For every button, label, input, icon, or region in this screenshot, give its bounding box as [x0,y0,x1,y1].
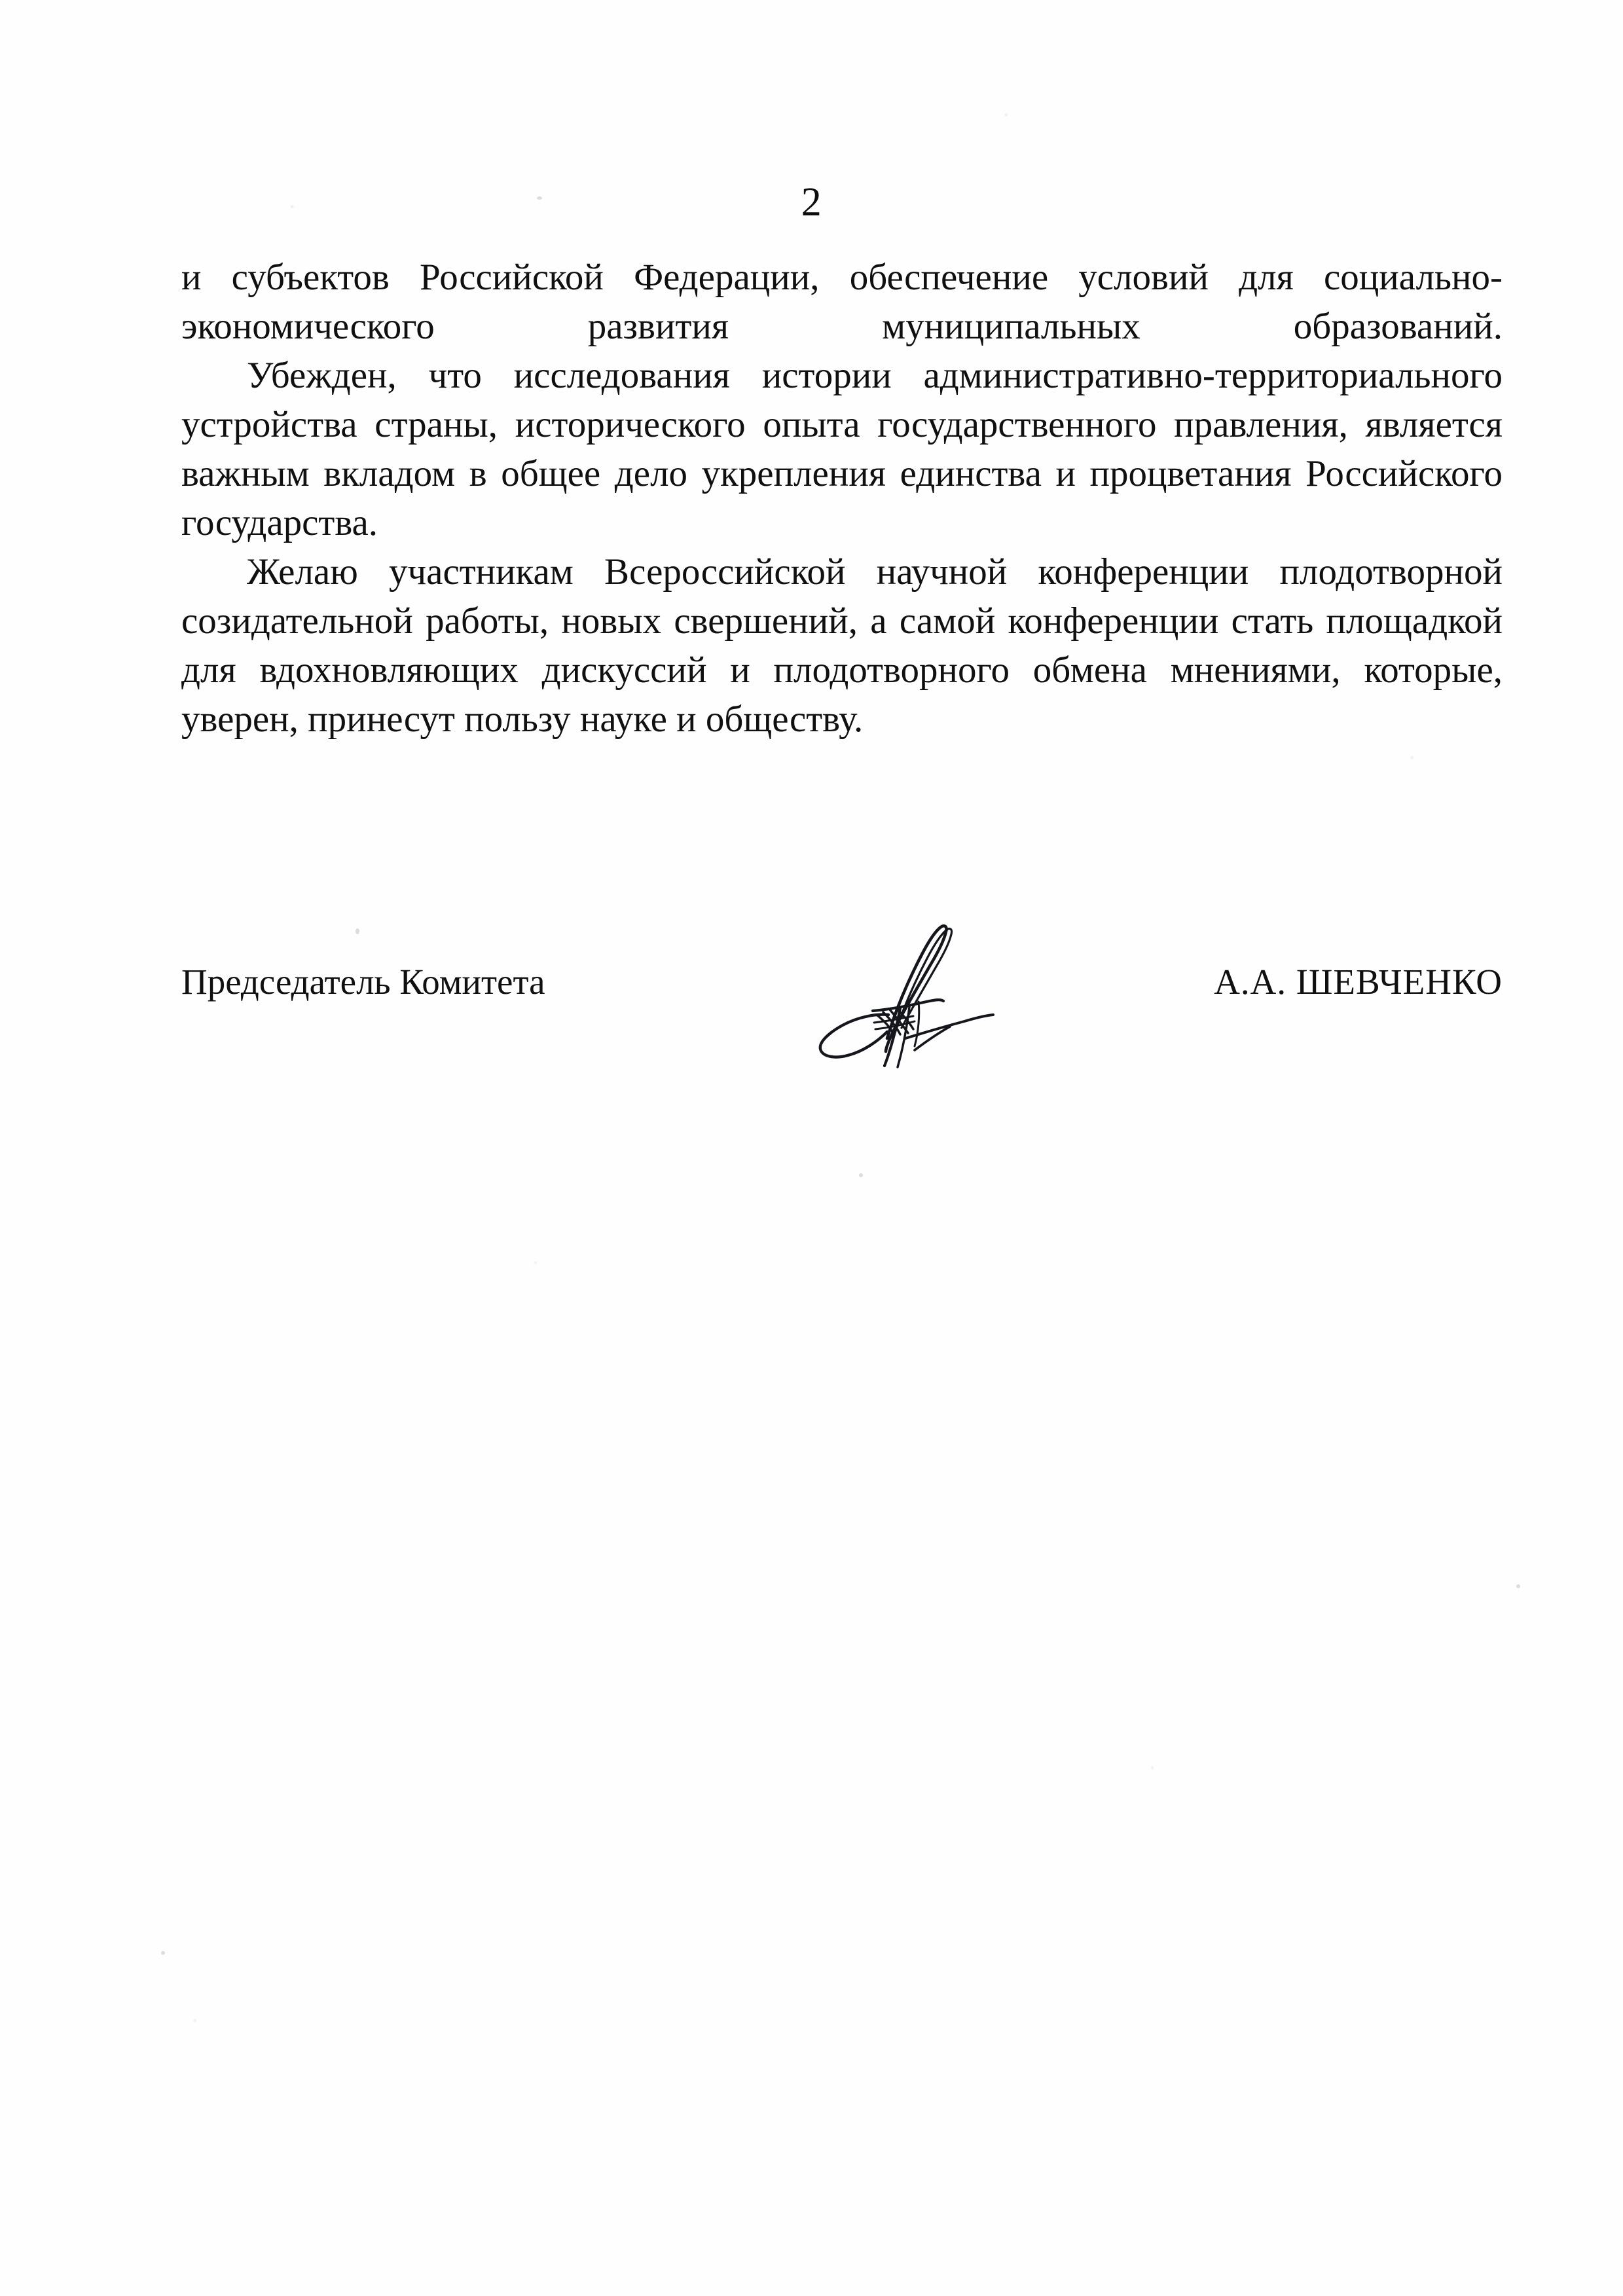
paragraph-zhelayu: Желаю участникам Всероссийской научной конференции плодотворной созидательной работы, новых свершений, а самой конференции стать площадкой для вдохновляющих дискуссий и плодотворного обмена мнениями, которые, уверен, принесут пользу науке и обществу. [181,551,1503,740]
signatory-name: А.А. ШЕВЧЕНКО [1214,962,1503,1002]
handwritten-signature-icon [810,910,1026,1074]
paragraph-ubezhden: Убежден, что исследования истории административно-территориального устройства страны, исторического опыта государственного правления, является важным вкладом в общее дело укрепления единства и процветания Российского государства. [181,355,1503,543]
signatory-title: Председатель Комитета [181,962,545,1002]
scan-speck [1516,1584,1520,1588]
document-body [181,253,1503,744]
signature-block [181,953,1503,1103]
paragraph-continuation: и субъектов Российской Федерации, обеспечение условий для социально-экономического развития муниципальных образований. [181,257,1503,347]
scan-speck [161,1951,165,1955]
scan-speck [859,1173,863,1177]
scan-speck [356,928,359,934]
page-number: 2 [801,180,822,225]
